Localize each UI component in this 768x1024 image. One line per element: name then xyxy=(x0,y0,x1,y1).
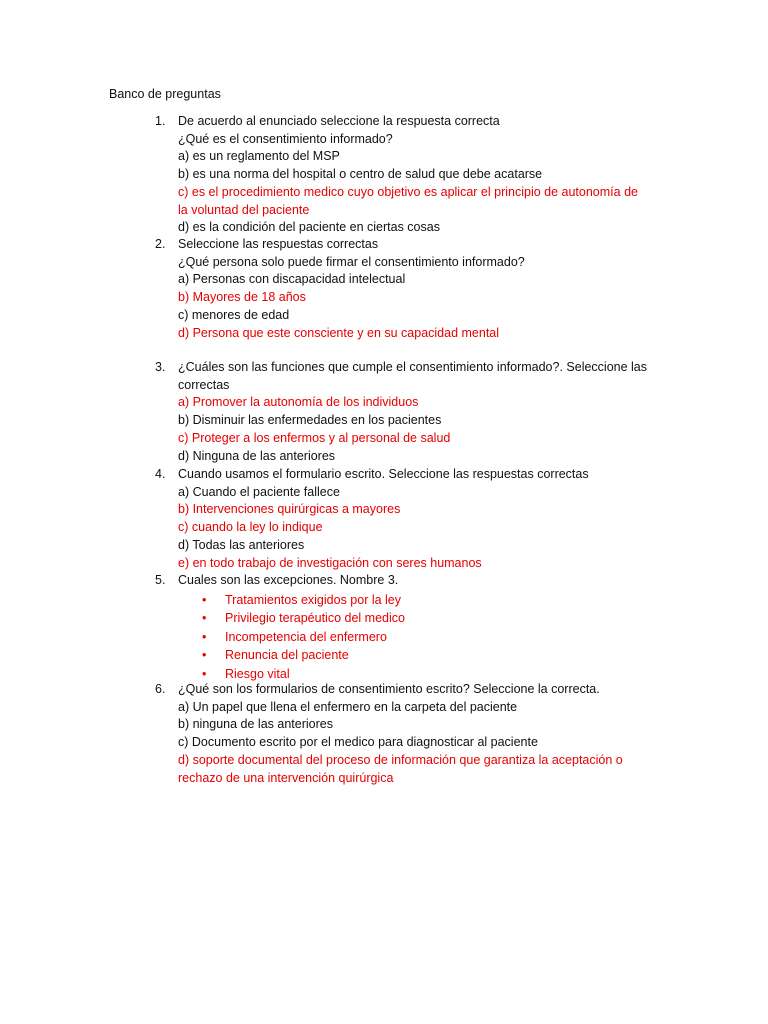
answer-option: b) ninguna de las anteriores xyxy=(178,717,333,732)
bullet-text: Riesgo vital xyxy=(225,667,290,682)
bullet-item xyxy=(178,628,648,647)
answer-option: c) Documento escrito por el medico para diagnosticar al paciente xyxy=(178,735,538,750)
question-text: ¿Qué persona solo puede firmar el consentimiento informado? xyxy=(178,254,525,269)
answer-option: a) Un papel que llena el enfermero en la carpeta del paciente xyxy=(178,699,518,714)
question-text: ¿Cuáles son las funciones que cumple el consentimiento informado?. Seleccione las correctas xyxy=(178,360,648,392)
correct-answer-option: b) Mayores de 18 años xyxy=(178,290,306,305)
answer-option: d) Ninguna de las anteriores xyxy=(178,448,336,463)
correct-answer-option: c) cuando la ley lo indique xyxy=(178,520,323,535)
correct-answer-option: c) es el procedimiento medico cuyo objetivo es aplicar el principio de autonomía de la voluntad del paciente xyxy=(178,184,638,217)
answer-option: d) Todas las anteriores xyxy=(178,537,305,552)
bullet-item xyxy=(178,646,648,665)
bullet-text: Privilegio terapéutico del medico xyxy=(225,611,405,626)
question-instruction: Seleccione las respuestas correctas xyxy=(178,237,379,251)
bullet-icon: • xyxy=(202,629,207,644)
bullet-text: Incompetencia del enfermero xyxy=(225,629,387,644)
bullet-text: Renuncia del paciente xyxy=(225,648,349,663)
question-number: 4. xyxy=(155,467,166,481)
answer-option: b) Disminuir las enfermedades en los pacientes xyxy=(178,413,442,428)
bullet-item xyxy=(178,609,648,628)
correct-answer-option: a) Promover la autonomía de los individuos xyxy=(178,395,419,410)
bullet-icon: • xyxy=(202,592,207,607)
answer-option: a) Cuando el paciente fallece xyxy=(178,484,340,499)
answer-option: d) es la condición del paciente en ciertas cosas xyxy=(178,220,440,235)
question-number: 1. xyxy=(155,114,166,128)
correct-answer-option: c) Proteger a los enfermos y al personal de salud xyxy=(178,430,451,445)
correct-answer-option: d) soporte documental del proceso de información que garantiza la aceptación o rechazo de una intervención quirúrgica xyxy=(178,752,623,785)
answer-option: a) Personas con discapacidad intelectual xyxy=(178,272,406,287)
bullet-item xyxy=(178,591,648,610)
question-text: ¿Qué son los formularios de consentimiento escrito? Seleccione la correcta. xyxy=(178,682,600,696)
answer-option: c) menores de edad xyxy=(178,307,290,322)
question-number: 3. xyxy=(155,360,166,374)
question-text: ¿Qué es el consentimiento informado? xyxy=(178,131,393,146)
document-title: Banco de preguntas xyxy=(109,87,221,101)
correct-answer-option: d) Persona que este consciente y en su capacidad mental xyxy=(178,325,500,340)
bullet-icon: • xyxy=(202,667,207,682)
bullet-icon: • xyxy=(202,611,207,626)
answer-option: b) es una norma del hospital o centro de salud que debe acatarse xyxy=(178,167,543,182)
question-text: Cuales son las excepciones. Nombre 3. xyxy=(178,573,399,587)
question-number: 5. xyxy=(155,573,166,587)
correct-answer-option: b) Intervenciones quirúrgicas a mayores xyxy=(178,502,401,517)
bullet-icon: • xyxy=(202,648,207,663)
question-instruction: De acuerdo al enunciado seleccione la respuesta correcta xyxy=(178,114,500,128)
question-number: 6. xyxy=(155,682,166,696)
bullet-text: Tratamientos exigidos por la ley xyxy=(225,592,402,607)
question-text: Cuando usamos el formulario escrito. Seleccione las respuestas correctas xyxy=(178,467,589,481)
answer-option: a) es un reglamento del MSP xyxy=(178,149,340,164)
question-number: 2. xyxy=(155,237,166,251)
correct-answer-option: e) en todo trabajo de investigación con seres humanos xyxy=(178,555,482,570)
